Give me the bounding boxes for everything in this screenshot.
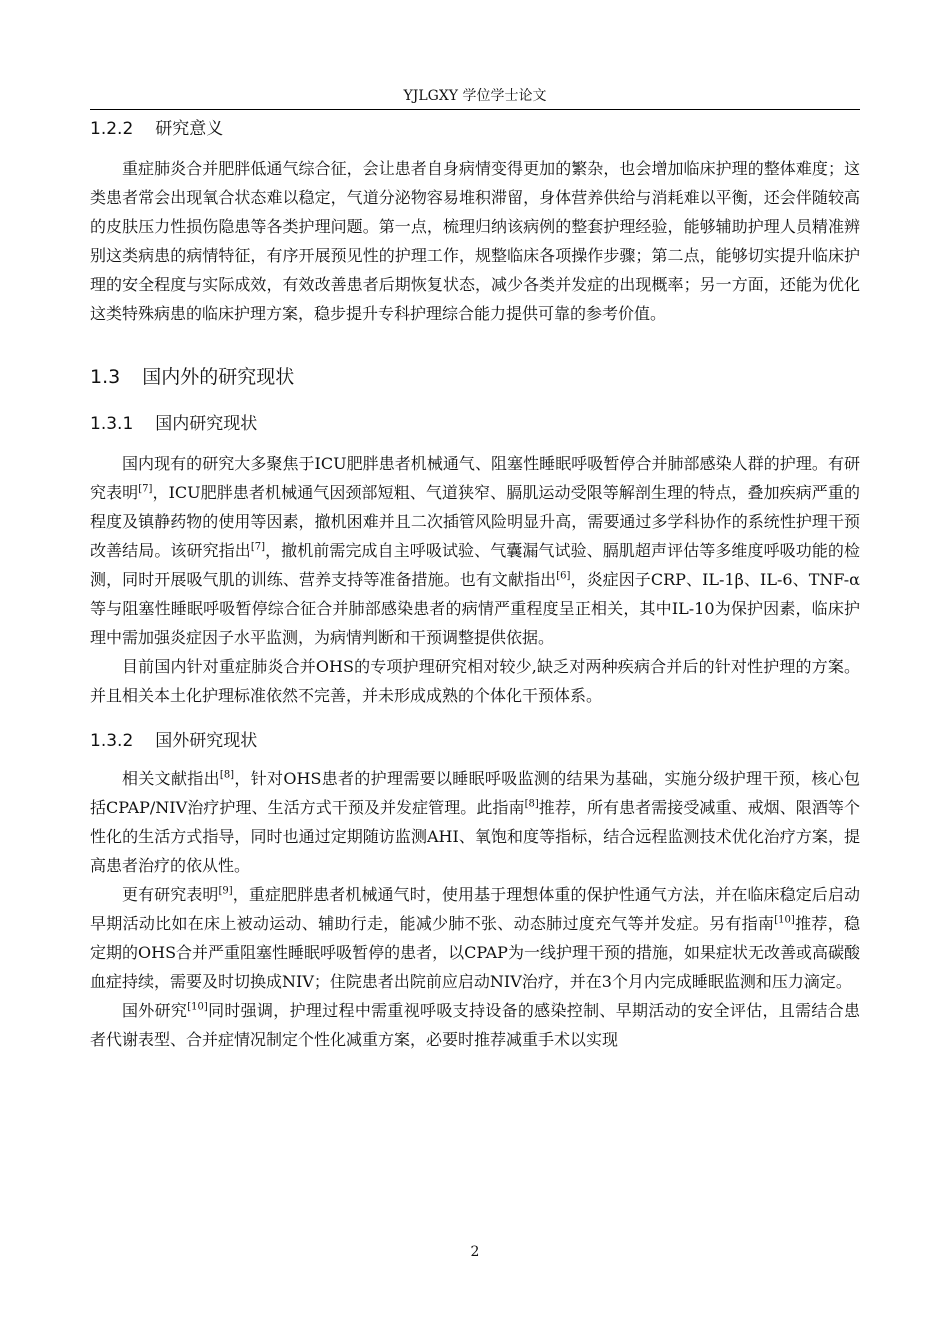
- page-number: [90, 1244, 860, 1260]
- page-header: [90, 86, 860, 110]
- text-run: 推荐，稳定期的OHS合并严重阻塞性睡眠呼吸暂停的患者，以CPAP为一线护理干预的措施，如果症状无改善或高碳酸血症持续，需要及时切换成NIV；住院患者出院前应启动NIV治疗，并在3个月内完成睡眠监测和压力滴定。: [90, 914, 860, 991]
- citation-ref: [8]: [219, 769, 235, 781]
- section-heading-1-3-2: [90, 728, 860, 754]
- citation-ref: [6]: [556, 570, 571, 582]
- section-title: 国内研究现状: [155, 414, 258, 434]
- text-run: ，针对OHS患者的护理需要以睡眠呼吸监测的结果为基础，实施分级护理干预，核心包括CPAP/NIV治疗护理、生活方式干预及并发症管理。此指南: [90, 769, 860, 817]
- citation-ref: [9]: [218, 885, 233, 897]
- section-title: 国内外的研究现状: [142, 366, 295, 388]
- text-run: 国内现有的研究大多聚焦于ICU肥胖患者机械通气、阻塞性睡眠呼吸暂停合并肺部感染人群的护理。有研究表明: [90, 454, 860, 502]
- text-run: ，撤机前需完成自主呼吸试验、气囊漏气试验、膈肌超声评估等多维度呼吸功能的检测，同时开展吸气肌的训练、营养支持等准备措施。也有文献指出: [90, 541, 860, 589]
- citation-ref: [10]: [187, 1001, 208, 1013]
- citation-ref: [7]: [138, 483, 153, 495]
- text-run: 相关文献指出: [122, 769, 220, 788]
- section-title: 国外研究现状: [155, 731, 258, 751]
- citation-ref: [10]: [774, 914, 795, 926]
- section-number: 1.3.2: [90, 731, 134, 751]
- section-number: 1.3.1: [90, 414, 134, 434]
- text-run: 同时强调，护理过程中需重视呼吸支持设备的感染控制、早期活动的安全评估，且需结合患者代谢表型、合并症情况制定个性化减重方案，必要时推荐减重手术以实现: [90, 1001, 860, 1049]
- page-number-text: 2: [470, 1244, 480, 1260]
- text-run: ，重症肥胖患者机械通气时，使用基于理想体重的保护性通气方法，并在临床稳定后启动早期活动比如在床上被动运动、辅助行走，能减少肺不张、动态肺过度充气等并发症。另有指南: [90, 885, 860, 933]
- section-number: 1.2.2: [90, 119, 134, 139]
- citation-ref: [8]: [524, 798, 539, 810]
- text-run: ，炎症因子CRP、IL-1β、IL-6、TNF-α等与阻塞性睡眠呼吸暂停综合征合并肺部感染患者的病情严重程度呈正相关，其中IL-10为保护因素，临床护理中需加强炎症因子水平监测，为病情判断和干预调整提供依据。: [90, 570, 860, 647]
- paragraph: [90, 996, 860, 1054]
- text-run: 更有研究表明: [122, 885, 219, 904]
- paragraph: [90, 764, 860, 880]
- section-heading-1-2-2: [90, 116, 860, 142]
- paragraph: 目前国内针对重症肺炎合并OHS的专项护理研究相对较少,缺乏对两种疾病合并后的针对性护理的方案。并且相关本土化护理标准依然不完善，并未形成成熟的个体化干预体系。: [90, 657, 860, 705]
- section-heading-1-3-1: [90, 411, 860, 437]
- text-run: 推荐，所有患者需接受减重、戒烟、限酒等个性化的生活方式指导，同时也通过定期随访监测AHI、氧饱和度等指标，结合远程监测技术优化治疗方案，提高患者治疗的依从性。: [90, 798, 860, 875]
- text-run: 国外研究: [122, 1001, 188, 1020]
- paragraph: [90, 880, 860, 996]
- page-content: [90, 116, 860, 1054]
- paragraph: 重症肺炎合并肥胖低通气综合征，会让患者自身病情变得更加的繁杂，也会增加临床护理的整体难度；这类患者常会出现氧合状态难以稳定，气道分泌物容易堆积滞留，身体营养供给与消耗难以平衡，还会伴随较高的皮肤压力性损伤隐患等各类护理问题。第一点，梳理归纳该病例的整套护理经验，能够辅助护理人员精准辨别这类病患的病情特征，有序开展预见性的护理工作，规整临床各项操作步骤；第二点，能够切实提升临床护理的安全程度与实际成效，有效改善患者后期恢复状态，减少各类并发症的出现概率；另一方面，还能为优化这类特殊病患的临床护理方案，稳步提升专科护理综合能力提供可靠的参考价值。: [90, 159, 860, 323]
- citation-ref: [7]: [250, 541, 265, 553]
- paragraph: [90, 449, 860, 652]
- section-title: 研究意义: [155, 119, 224, 139]
- section-heading-1-3: [90, 363, 860, 391]
- header-title: YJLGXY 学位学士论文: [403, 88, 547, 104]
- text-run: ，ICU肥胖患者机械通气因颈部短粗、气道狭窄、膈肌运动受限等解剖生理的特点，叠加疾病严重的程度及镇静药物的使用等因素，撤机困难并且二次插管风险明显升高，需要通过多学科协作的系统性护理干预改善结局。该研究指出: [90, 483, 860, 560]
- section-number: 1.3: [90, 366, 121, 388]
